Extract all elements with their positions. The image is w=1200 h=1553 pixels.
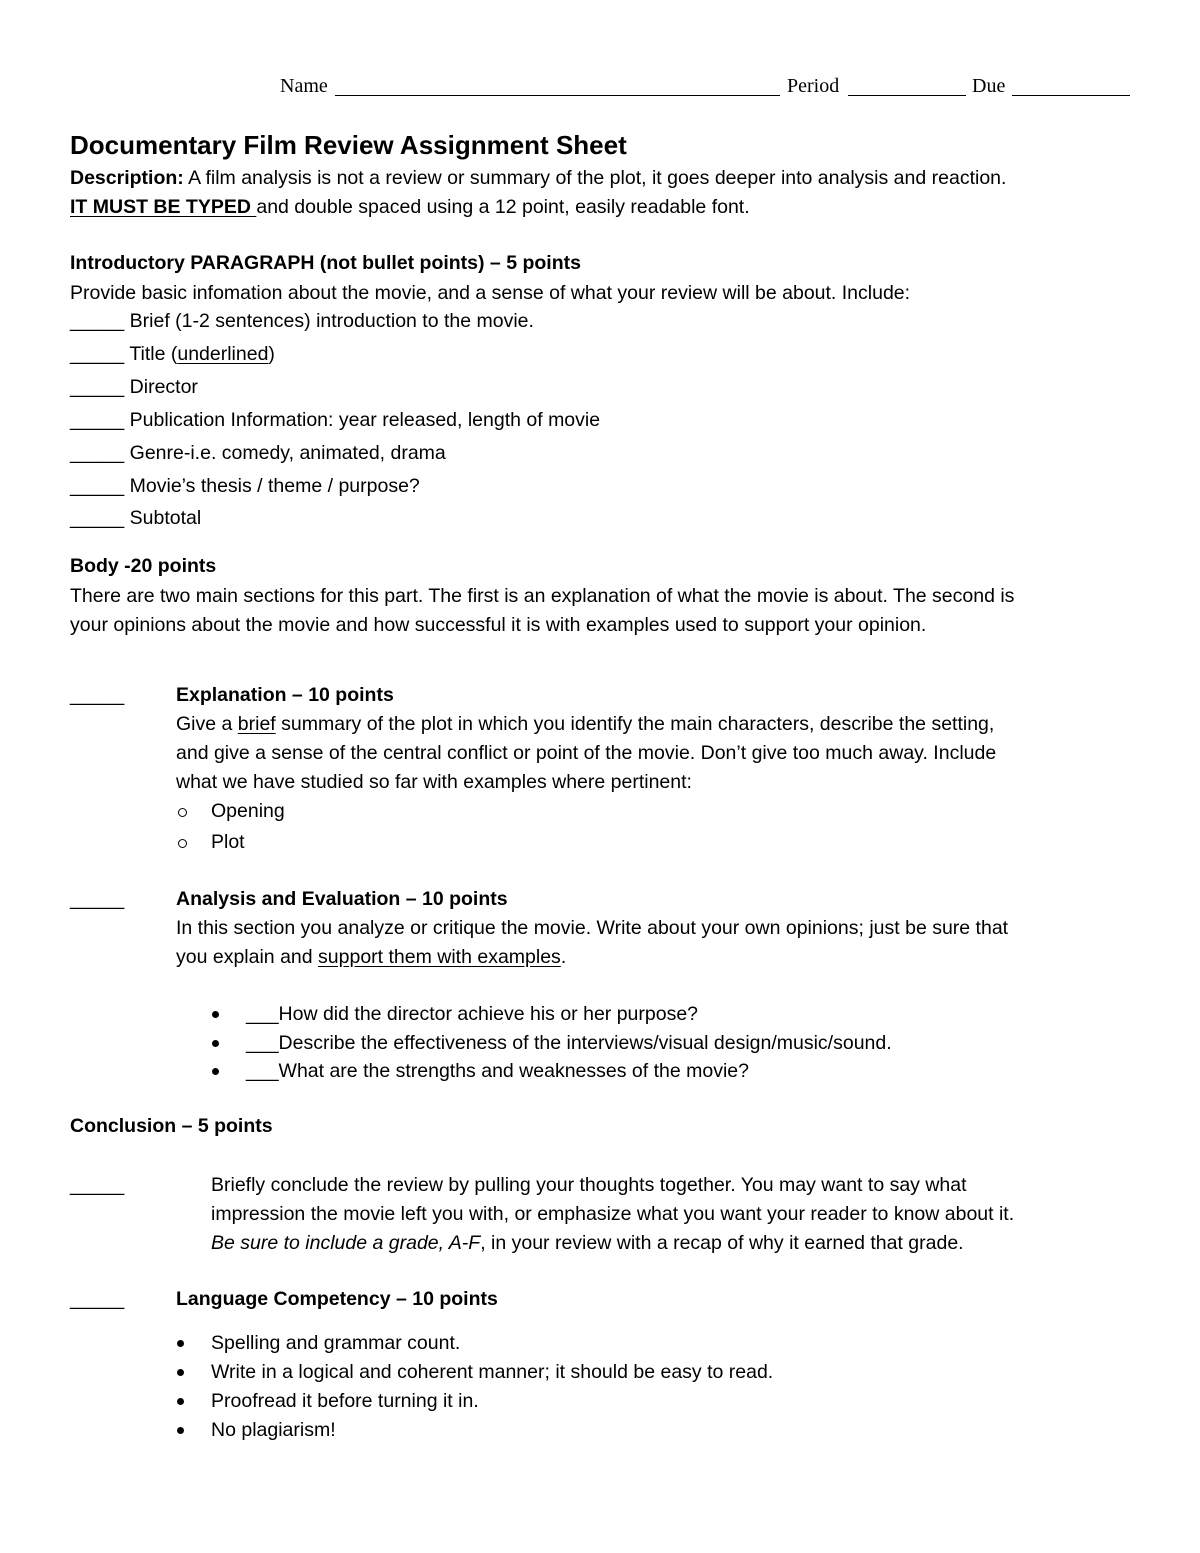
underlined-word: brief <box>237 713 276 735</box>
intro-lead: Provide basic infomation about the movie, and a sense of what your review will be about. Include: <box>70 282 911 304</box>
text-segment: summary of the plot in which you identify the main characters, describe the setting, <box>275 713 995 735</box>
name-blank-line <box>335 95 780 96</box>
intro-item-text: Movie’s thesis / theme / purpose? <box>129 475 420 497</box>
analysis-text-line <box>176 948 566 968</box>
description-line <box>70 169 1006 189</box>
list-item: ___What are the strengths and weaknesses of the movie? <box>246 1060 749 1082</box>
score-blank: _____ <box>70 684 125 706</box>
typed-rest: and double spaced using a 12 point, easily readable font. <box>256 196 750 218</box>
underlined-phrase: support them with examples <box>318 946 561 968</box>
score-blank: _____ <box>70 888 125 910</box>
analysis-heading: Analysis and Evaluation – 10 points <box>176 888 508 910</box>
list-item: ___How did the director achieve his or her purpose? <box>246 1003 699 1025</box>
list-item: Plot <box>211 831 245 853</box>
score-blank: _____ <box>70 310 125 332</box>
score-blank: _____ <box>70 1288 125 1310</box>
explanation-text-line: and give a sense of the central conflict or point of the movie. Don’t give too much away. Include <box>176 742 997 764</box>
list-item: Proofread it before turning it in. <box>211 1390 479 1412</box>
intro-item <box>70 345 275 365</box>
text-segment: , in your review with a recap of why it earned that grade. <box>480 1232 964 1254</box>
intro-item <box>70 477 420 497</box>
list-item: Opening <box>211 800 285 822</box>
intro-item-text: Brief (1-2 sentences) introduction to the movie. <box>129 310 534 332</box>
list-item: Write in a logical and coherent manner; it should be easy to read. <box>211 1361 774 1383</box>
period-blank-line <box>848 95 966 96</box>
text-segment: . <box>560 946 567 968</box>
italic-phrase: Be sure to include a grade, A-F <box>211 1232 481 1254</box>
score-blank: _____ <box>70 1174 125 1196</box>
list-item: ___Describe the effectiveness of the interviews/visual design/music/sound. <box>246 1032 892 1054</box>
typed-emphasis: IT MUST BE TYPED <box>70 196 257 218</box>
conclusion-heading: Conclusion – 5 points <box>70 1115 273 1137</box>
conclusion-text-line <box>211 1234 964 1254</box>
list-item: No plagiarism! <box>211 1419 336 1441</box>
hollow-bullet-icon <box>178 839 187 848</box>
bullet-icon <box>212 1011 219 1018</box>
description-text: A film analysis is not a review or summary of the plot, it goes deeper into analysis and reaction. <box>183 167 1007 189</box>
underlined-word: underlined <box>177 343 269 365</box>
conclusion-text-line: Briefly conclude the review by pulling your thoughts together. You may want to say what <box>211 1174 967 1196</box>
bullet-icon <box>212 1040 219 1047</box>
description-label: Description: <box>70 167 184 189</box>
due-label: Due <box>972 75 1006 97</box>
language-heading: Language Competency – 10 points <box>176 1288 498 1310</box>
text-segment: you explain and <box>176 946 319 968</box>
bullet-icon <box>177 1398 184 1405</box>
intro-item <box>70 312 534 332</box>
period-label: Period <box>787 75 840 97</box>
intro-item <box>70 378 198 398</box>
intro-item-text: Director <box>129 376 198 398</box>
intro-item <box>70 509 201 529</box>
body-heading: Body -20 points <box>70 555 217 577</box>
hollow-bullet-icon <box>178 808 187 817</box>
score-blank: _____ <box>70 507 125 529</box>
score-blank: _____ <box>70 376 125 398</box>
explanation-heading: Explanation – 10 points <box>176 684 394 706</box>
intro-heading: Introductory PARAGRAPH (not bullet points) – 5 points <box>70 252 581 274</box>
score-blank: _____ <box>70 475 125 497</box>
intro-item <box>70 444 446 464</box>
explanation-text-line <box>176 715 994 735</box>
bullet-icon <box>212 1068 219 1075</box>
text-segment: Give a <box>176 713 238 735</box>
bullet-icon <box>177 1340 184 1347</box>
typed-requirement-line <box>70 198 750 218</box>
conclusion-text-line: impression the movie left you with, or emphasize what you want your reader to know about it. <box>211 1203 1015 1225</box>
bullet-icon <box>177 1427 184 1434</box>
intro-item-text: Genre-i.e. comedy, animated, drama <box>129 442 446 464</box>
score-blank: _____ <box>70 343 125 365</box>
page-title: Documentary Film Review Assignment Sheet <box>70 130 627 160</box>
score-blank: _____ <box>70 409 125 431</box>
analysis-text-line: In this section you analyze or critique the movie. Write about your own opinions; just be sure that <box>176 917 1009 939</box>
intro-item-close: ) <box>268 343 275 365</box>
due-blank-line <box>1012 95 1130 96</box>
list-item: Spelling and grammar count. <box>211 1332 461 1354</box>
intro-item <box>70 411 600 431</box>
intro-item-text: Title ( <box>129 343 178 365</box>
score-blank: _____ <box>70 442 125 464</box>
bullet-icon <box>177 1369 184 1376</box>
name-label: Name <box>280 75 328 97</box>
body-text-line: your opinions about the movie and how successful it is with examples used to support your opinion. <box>70 614 927 636</box>
explanation-text-line: what we have studied so far with examples where pertinent: <box>176 771 692 793</box>
body-text-line: There are two main sections for this part. The first is an explanation of what the movie is about. The second is <box>70 585 1015 607</box>
intro-item-text: Subtotal <box>129 507 202 529</box>
intro-item-text: Publication Information: year released, length of movie <box>129 409 601 431</box>
